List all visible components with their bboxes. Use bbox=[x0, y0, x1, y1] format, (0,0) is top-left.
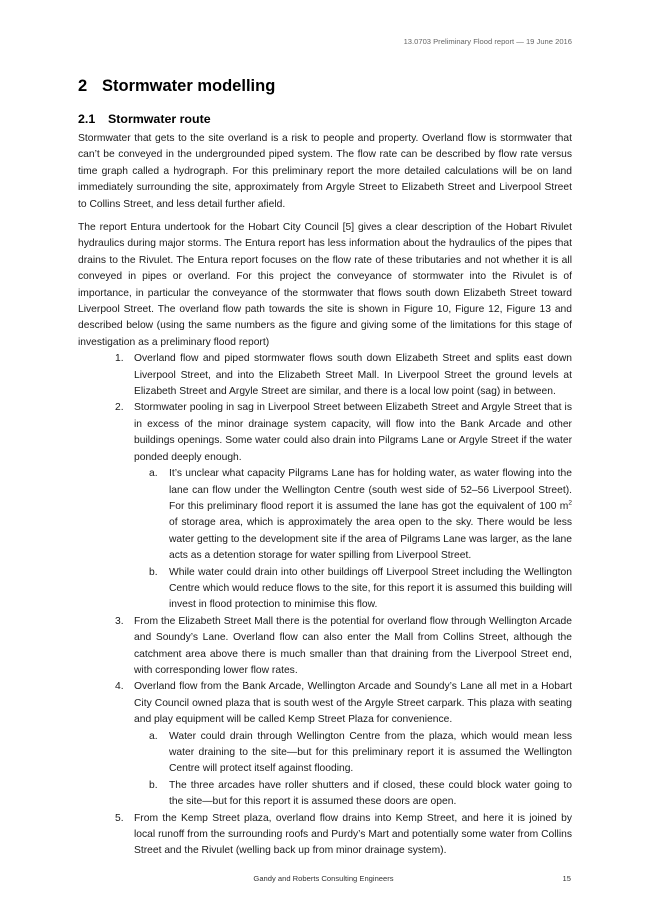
sub-list-letter: b. bbox=[149, 779, 158, 791]
sub-list-item-b bbox=[134, 778, 572, 811]
list-item-text: From the Elizabeth Street Mall there is the potential for overland flow through Wellington Arcade and Soundy’s Lane. Overland flow can also enter the Mall from Collins Street, although the catchment area above there is much smaller than that draining from the Liverpool Street end, with corresponding lower flow rates. bbox=[134, 615, 572, 676]
sub-list-text: While water could drain into other buildings off Liverpool Street including the Wellington Centre which would reduce flows to the site, for this report it is assumed this building will invest in flood protection to minimise this flow. bbox=[169, 566, 572, 611]
list-number: 3. bbox=[115, 615, 124, 627]
sub-list bbox=[134, 466, 572, 614]
section-heading bbox=[78, 77, 275, 96]
sub-list-letter: a. bbox=[149, 730, 158, 742]
sub-list-letter: b. bbox=[149, 566, 158, 578]
subsection-number: 2.1 bbox=[78, 112, 96, 126]
list-item-text: Stormwater pooling in sag in Liverpool Street between Elizabeth Street and Argyle Street that is in excess of the minor drainage system capacity, will flow into the Bank Arcade and other buildings openings. Some water could also drain into Pilgrams Lane or Argyle Street if the water ponded deeply enough. bbox=[134, 402, 572, 463]
sub-list-item-b bbox=[134, 565, 572, 614]
running-header: 13.0703 Preliminary Flood report — 19 June 2016 bbox=[403, 37, 572, 46]
section-title: Stormwater modelling bbox=[102, 77, 276, 95]
footer-company: Gandy and Roberts Consulting Engineers bbox=[253, 874, 394, 883]
section-number: 2 bbox=[78, 77, 88, 95]
sub-list-letter: a. bbox=[149, 468, 158, 480]
sub-list-item-a bbox=[134, 466, 572, 564]
subsection-heading bbox=[78, 112, 211, 126]
list-number: 1. bbox=[115, 353, 124, 365]
list-item-3 bbox=[78, 614, 572, 680]
page-number: 15 bbox=[562, 874, 571, 883]
list-item-5 bbox=[78, 811, 572, 860]
list-item-text: Overland flow and piped stormwater flows south down Elizabeth Street and splits east down Liverpool Street, and into the Elizabeth Street Mall. In Liverpool Street the ground levels at Elizabeth Street and Argyle Street are similar, and there is a local low point (sag) in between. bbox=[134, 353, 572, 398]
list-item-4 bbox=[78, 679, 572, 810]
sub-list-text: Water could drain through Wellington Centre from the plaza, which would mean less water draining to the site—but for this preliminary report it is assumed the Wellington Centre will protect itself against flooding. bbox=[169, 730, 572, 775]
sub-list bbox=[134, 729, 572, 811]
body-continued bbox=[78, 220, 572, 860]
list-item-1 bbox=[78, 351, 572, 400]
list-item-text: Overland flow from the Bank Arcade, Wellington Arcade and Soundy’s Lane all met in a Hobart City Council owned plaza that is south west of the Argyle Street carpark. This plaza with seating and play equipment will be called Kemp Street Plaza for convenience. bbox=[134, 681, 572, 726]
subsection-title: Stormwater route bbox=[108, 112, 211, 126]
sub-list-text-before: It’s unclear what capacity Pilgrams Lane has for holding water, as water flowing into the lane can flow under the Wellington Centre (south west side of 52–56 Liverpool Street). For this preliminary flood report it is assumed the lane has got the equivalent of 100 m bbox=[169, 468, 572, 512]
sub-list-text-after: of storage area, which is approximately the area open to the sky. There would be less water getting to the development site if the area of Pilgrams Lane was larger, as the lane acts as a detention storage for water spilling from Liverpool Street. bbox=[169, 517, 572, 562]
superscript: 2 bbox=[568, 499, 572, 507]
paragraph-entura: The report Entura undertook for the Hobart City Council [5] gives a clear description of the Hobart Rivulet hydraulics during major storms. The Entura report has less information about the hydraulics of the pipes that drains to the Rivulet. The Entura report focuses on the flow rate of these tributaries and not whether it is all conveyed in pipes or overland. For this project the conveyance of stormwater into the Rivulet is of importance, in particular the conveyance of the stormwater that flows south down Elizabeth Street toward Liverpool Street. The overland flow path towards the site is shown in Figure 10, Figure 12, Figure 13 and described below (using the same numbers as the figure and giving some of the limitations for this stage of investigation as a preliminary flood report) bbox=[78, 222, 572, 348]
list-number: 4. bbox=[115, 681, 124, 693]
list-number: 5. bbox=[115, 812, 124, 824]
flow-path-list bbox=[78, 351, 572, 860]
list-number: 2. bbox=[115, 402, 124, 414]
sub-list-text: The three arcades have roller shutters and if closed, these could block water going to the site—but for this report it is assumed these doors are open. bbox=[169, 779, 572, 808]
list-item-text: From the Kemp Street plaza, overland flow drains into Kemp Street, and here it is joined by local runoff from the surrounding roofs and Purdy’s Mart and potentially some water from Collins Street and the Rivulet (welling back up from minor drainage system). bbox=[134, 812, 572, 857]
paragraph-intro: Stormwater that gets to the site overland is a risk to people and property. Overland flow is stormwater that can’t be conveyed in the undergrounded piped system. The flow rate can be described by flow rate versus time graph called a hydrograph. For this preliminary report the more detailed calculations will be on land immediately surrounding the site, approximately from Argyle Street to Elizabeth Street and Liverpool Street to Collins Street, and less detail further afield. bbox=[78, 133, 572, 210]
sub-list-item-a bbox=[134, 729, 572, 778]
list-item-2 bbox=[78, 400, 572, 613]
